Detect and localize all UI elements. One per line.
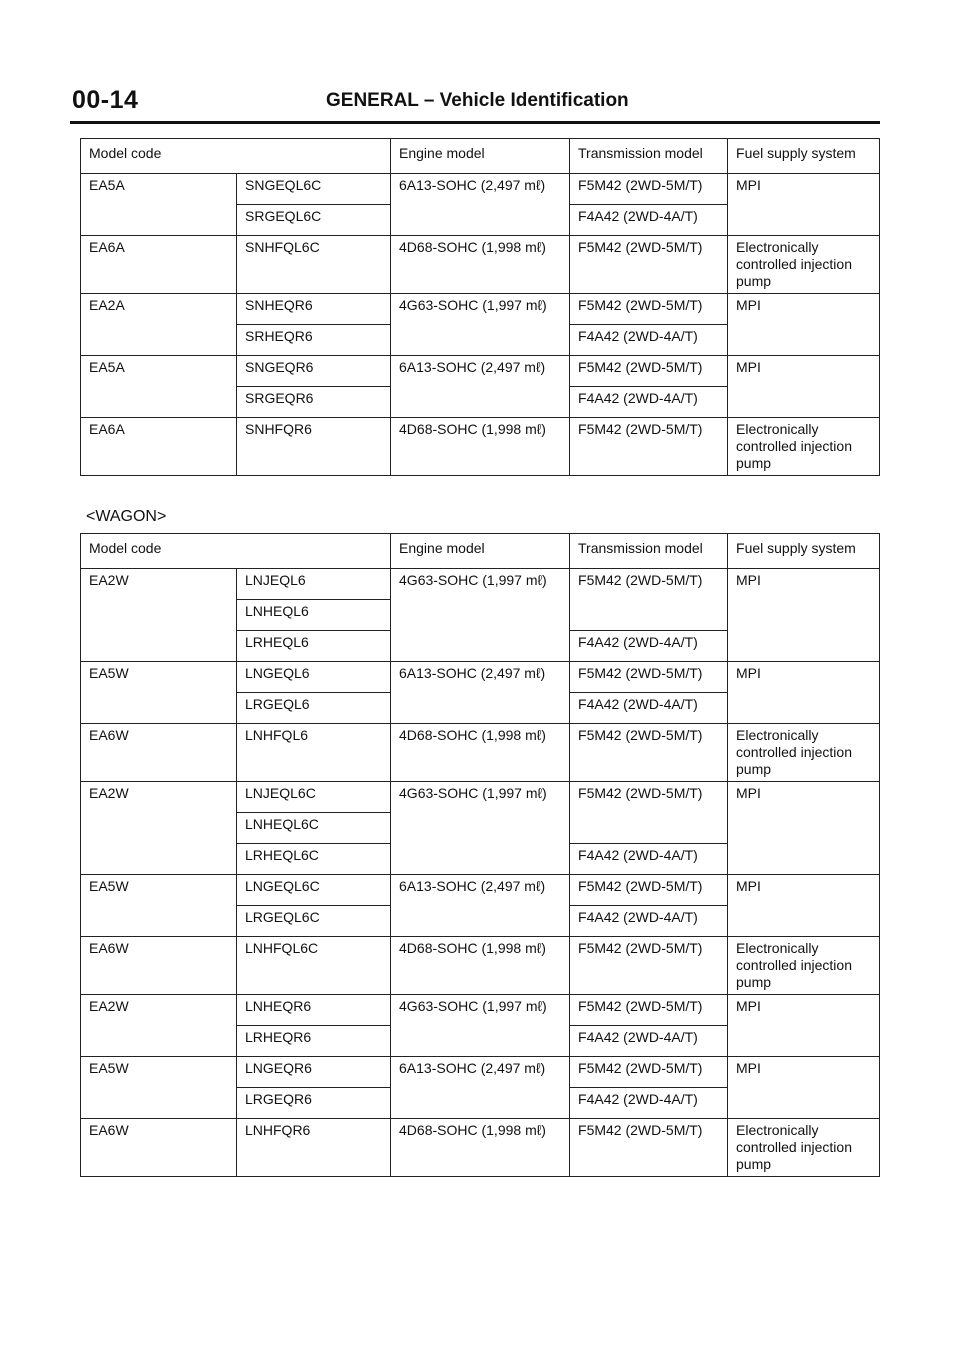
engine-model-cell: 4D68-SOHC (1,998 mℓ) <box>391 418 570 476</box>
vehicle-code-cell: LNHFQR6 <box>237 1119 391 1177</box>
fuel-supply-cell: MPI <box>728 356 880 418</box>
transmission-cell: F5M42 (2WD-5M/T) <box>570 662 728 693</box>
model-code-cell: EA6W <box>81 724 237 782</box>
model-code-cell: EA6W <box>81 1119 237 1177</box>
transmission-cell: F5M42 (2WD-5M/T) <box>570 236 728 294</box>
engine-model-cell: 6A13-SOHC (2,497 mℓ) <box>391 174 570 236</box>
vehicle-code-cell: SNGEQR6 <box>237 356 391 387</box>
transmission-cell: F4A42 (2WD-4A/T) <box>570 1026 728 1057</box>
table-row <box>81 356 880 387</box>
transmission-cell: F5M42 (2WD-5M/T) <box>570 356 728 387</box>
model-code-cell: EA5W <box>81 1057 237 1119</box>
vehicle-code-cell: LNHEQR6 <box>237 995 391 1026</box>
vehicle-code-cell: LNHFQL6C <box>237 937 391 995</box>
model-code-cell: EA5A <box>81 174 237 236</box>
model-code-cell: EA2W <box>81 782 237 875</box>
model-code-cell: EA6W <box>81 937 237 995</box>
column-header: Engine model <box>391 139 570 174</box>
engine-model-cell: 6A13-SOHC (2,497 mℓ) <box>391 356 570 418</box>
model-code-cell: EA5W <box>81 875 237 937</box>
header-row <box>81 139 880 174</box>
model-code-cell: EA6A <box>81 236 237 294</box>
fuel-supply-cell: MPI <box>728 875 880 937</box>
model-code-cell: EA2W <box>81 569 237 662</box>
header-row <box>81 534 880 569</box>
vehicle-code-cell: SRHEQR6 <box>237 325 391 356</box>
vehicle-code-cell: LRHEQL6C <box>237 844 391 875</box>
header-rule <box>70 121 880 124</box>
engine-model-cell: 4G63-SOHC (1,997 mℓ) <box>391 569 570 662</box>
transmission-cell: F5M42 (2WD-5M/T) <box>570 875 728 906</box>
engine-model-cell: 4G63-SOHC (1,997 mℓ) <box>391 995 570 1057</box>
transmission-cell: F5M42 (2WD-5M/T) <box>570 1057 728 1088</box>
identification-table-wagon <box>80 533 880 1177</box>
transmission-cell: F5M42 (2WD-5M/T) <box>570 174 728 205</box>
section-title: GENERAL – Vehicle Identification <box>326 90 629 111</box>
column-header: Transmission model <box>570 139 728 174</box>
engine-model-cell: 4G63-SOHC (1,997 mℓ) <box>391 782 570 875</box>
fuel-supply-cell: Electronically controlled injection pump <box>728 236 880 294</box>
table-row <box>81 995 880 1026</box>
column-header: Fuel supply system <box>728 139 880 174</box>
fuel-supply-cell: Electronically controlled injection pump <box>728 418 880 476</box>
vehicle-code-cell: SNHFQR6 <box>237 418 391 476</box>
transmission-cell: F4A42 (2WD-4A/T) <box>570 387 728 418</box>
table-row <box>81 782 880 813</box>
table-row <box>81 569 880 600</box>
engine-model-cell: 4D68-SOHC (1,998 mℓ) <box>391 1119 570 1177</box>
transmission-cell: F5M42 (2WD-5M/T) <box>570 418 728 476</box>
model-code-cell: EA6A <box>81 418 237 476</box>
vehicle-code-cell: LNGEQR6 <box>237 1057 391 1088</box>
vehicle-code-cell: SNHEQR6 <box>237 294 391 325</box>
engine-model-cell: 4D68-SOHC (1,998 mℓ) <box>391 724 570 782</box>
fuel-supply-cell: MPI <box>728 662 880 724</box>
vehicle-code-cell: LRHEQR6 <box>237 1026 391 1057</box>
fuel-supply-cell: Electronically controlled injection pump <box>728 1119 880 1177</box>
vehicle-code-cell: LRGEQR6 <box>237 1088 391 1119</box>
fuel-supply-cell: Electronically controlled injection pump <box>728 937 880 995</box>
vehicle-code-cell: SRGEQL6C <box>237 205 391 236</box>
column-header: Fuel supply system <box>728 534 880 569</box>
transmission-cell: F5M42 (2WD-5M/T) <box>570 294 728 325</box>
transmission-cell: F4A42 (2WD-4A/T) <box>570 205 728 236</box>
vehicle-code-cell: LNJEQL6 <box>237 569 391 600</box>
table-row <box>81 875 880 906</box>
vehicle-code-cell: LNHEQL6 <box>237 600 391 631</box>
transmission-cell: F4A42 (2WD-4A/T) <box>570 1088 728 1119</box>
transmission-cell: F4A42 (2WD-4A/T) <box>570 844 728 875</box>
engine-model-cell: 6A13-SOHC (2,497 mℓ) <box>391 1057 570 1119</box>
vehicle-code-cell: LRGEQL6C <box>237 906 391 937</box>
transmission-cell: F4A42 (2WD-4A/T) <box>570 906 728 937</box>
model-code-cell: EA2A <box>81 294 237 356</box>
fuel-supply-cell: MPI <box>728 569 880 662</box>
table-row <box>81 418 880 476</box>
transmission-cell: F5M42 (2WD-5M/T) <box>570 937 728 995</box>
fuel-supply-cell: MPI <box>728 1057 880 1119</box>
vehicle-code-cell: LNHFQL6 <box>237 724 391 782</box>
transmission-cell: F4A42 (2WD-4A/T) <box>570 631 728 662</box>
wagon-caption: <WAGON> <box>86 508 167 525</box>
model-code-cell: EA5W <box>81 662 237 724</box>
transmission-cell: F5M42 (2WD-5M/T) <box>570 782 728 844</box>
vehicle-code-cell: LNJEQL6C <box>237 782 391 813</box>
engine-model-cell: 6A13-SOHC (2,497 mℓ) <box>391 875 570 937</box>
table-row <box>81 1057 880 1088</box>
table-row <box>81 174 880 205</box>
fuel-supply-cell: Electronically controlled injection pump <box>728 724 880 782</box>
fuel-supply-cell: MPI <box>728 294 880 356</box>
column-header: Model code <box>81 139 391 174</box>
table-row <box>81 724 880 782</box>
engine-model-cell: 6A13-SOHC (2,497 mℓ) <box>391 662 570 724</box>
vehicle-code-cell: LNHEQL6C <box>237 813 391 844</box>
engine-model-cell: 4D68-SOHC (1,998 mℓ) <box>391 236 570 294</box>
fuel-supply-cell: MPI <box>728 782 880 875</box>
vehicle-code-cell: LNGEQL6C <box>237 875 391 906</box>
column-header: Model code <box>81 534 391 569</box>
model-code-cell: EA2W <box>81 995 237 1057</box>
table-row <box>81 662 880 693</box>
transmission-cell: F5M42 (2WD-5M/T) <box>570 995 728 1026</box>
model-code-cell: EA5A <box>81 356 237 418</box>
vehicle-code-cell: LRHEQL6 <box>237 631 391 662</box>
transmission-cell: F5M42 (2WD-5M/T) <box>570 724 728 782</box>
identification-table-sedan <box>80 138 880 476</box>
transmission-cell: F5M42 (2WD-5M/T) <box>570 569 728 631</box>
table-row <box>81 1119 880 1177</box>
table-row <box>81 236 880 294</box>
table-row <box>81 937 880 995</box>
vehicle-code-cell: LNGEQL6 <box>237 662 391 693</box>
transmission-cell: F4A42 (2WD-4A/T) <box>570 693 728 724</box>
vehicle-code-cell: SRGEQR6 <box>237 387 391 418</box>
fuel-supply-cell: MPI <box>728 174 880 236</box>
column-header: Transmission model <box>570 534 728 569</box>
column-header: Engine model <box>391 534 570 569</box>
transmission-cell: F5M42 (2WD-5M/T) <box>570 1119 728 1177</box>
fuel-supply-cell: MPI <box>728 995 880 1057</box>
page-number: 00-14 <box>72 86 139 114</box>
vehicle-code-cell: SNHFQL6C <box>237 236 391 294</box>
vehicle-code-cell: LRGEQL6 <box>237 693 391 724</box>
engine-model-cell: 4D68-SOHC (1,998 mℓ) <box>391 937 570 995</box>
table-row <box>81 294 880 325</box>
vehicle-code-cell: SNGEQL6C <box>237 174 391 205</box>
transmission-cell: F4A42 (2WD-4A/T) <box>570 325 728 356</box>
engine-model-cell: 4G63-SOHC (1,997 mℓ) <box>391 294 570 356</box>
